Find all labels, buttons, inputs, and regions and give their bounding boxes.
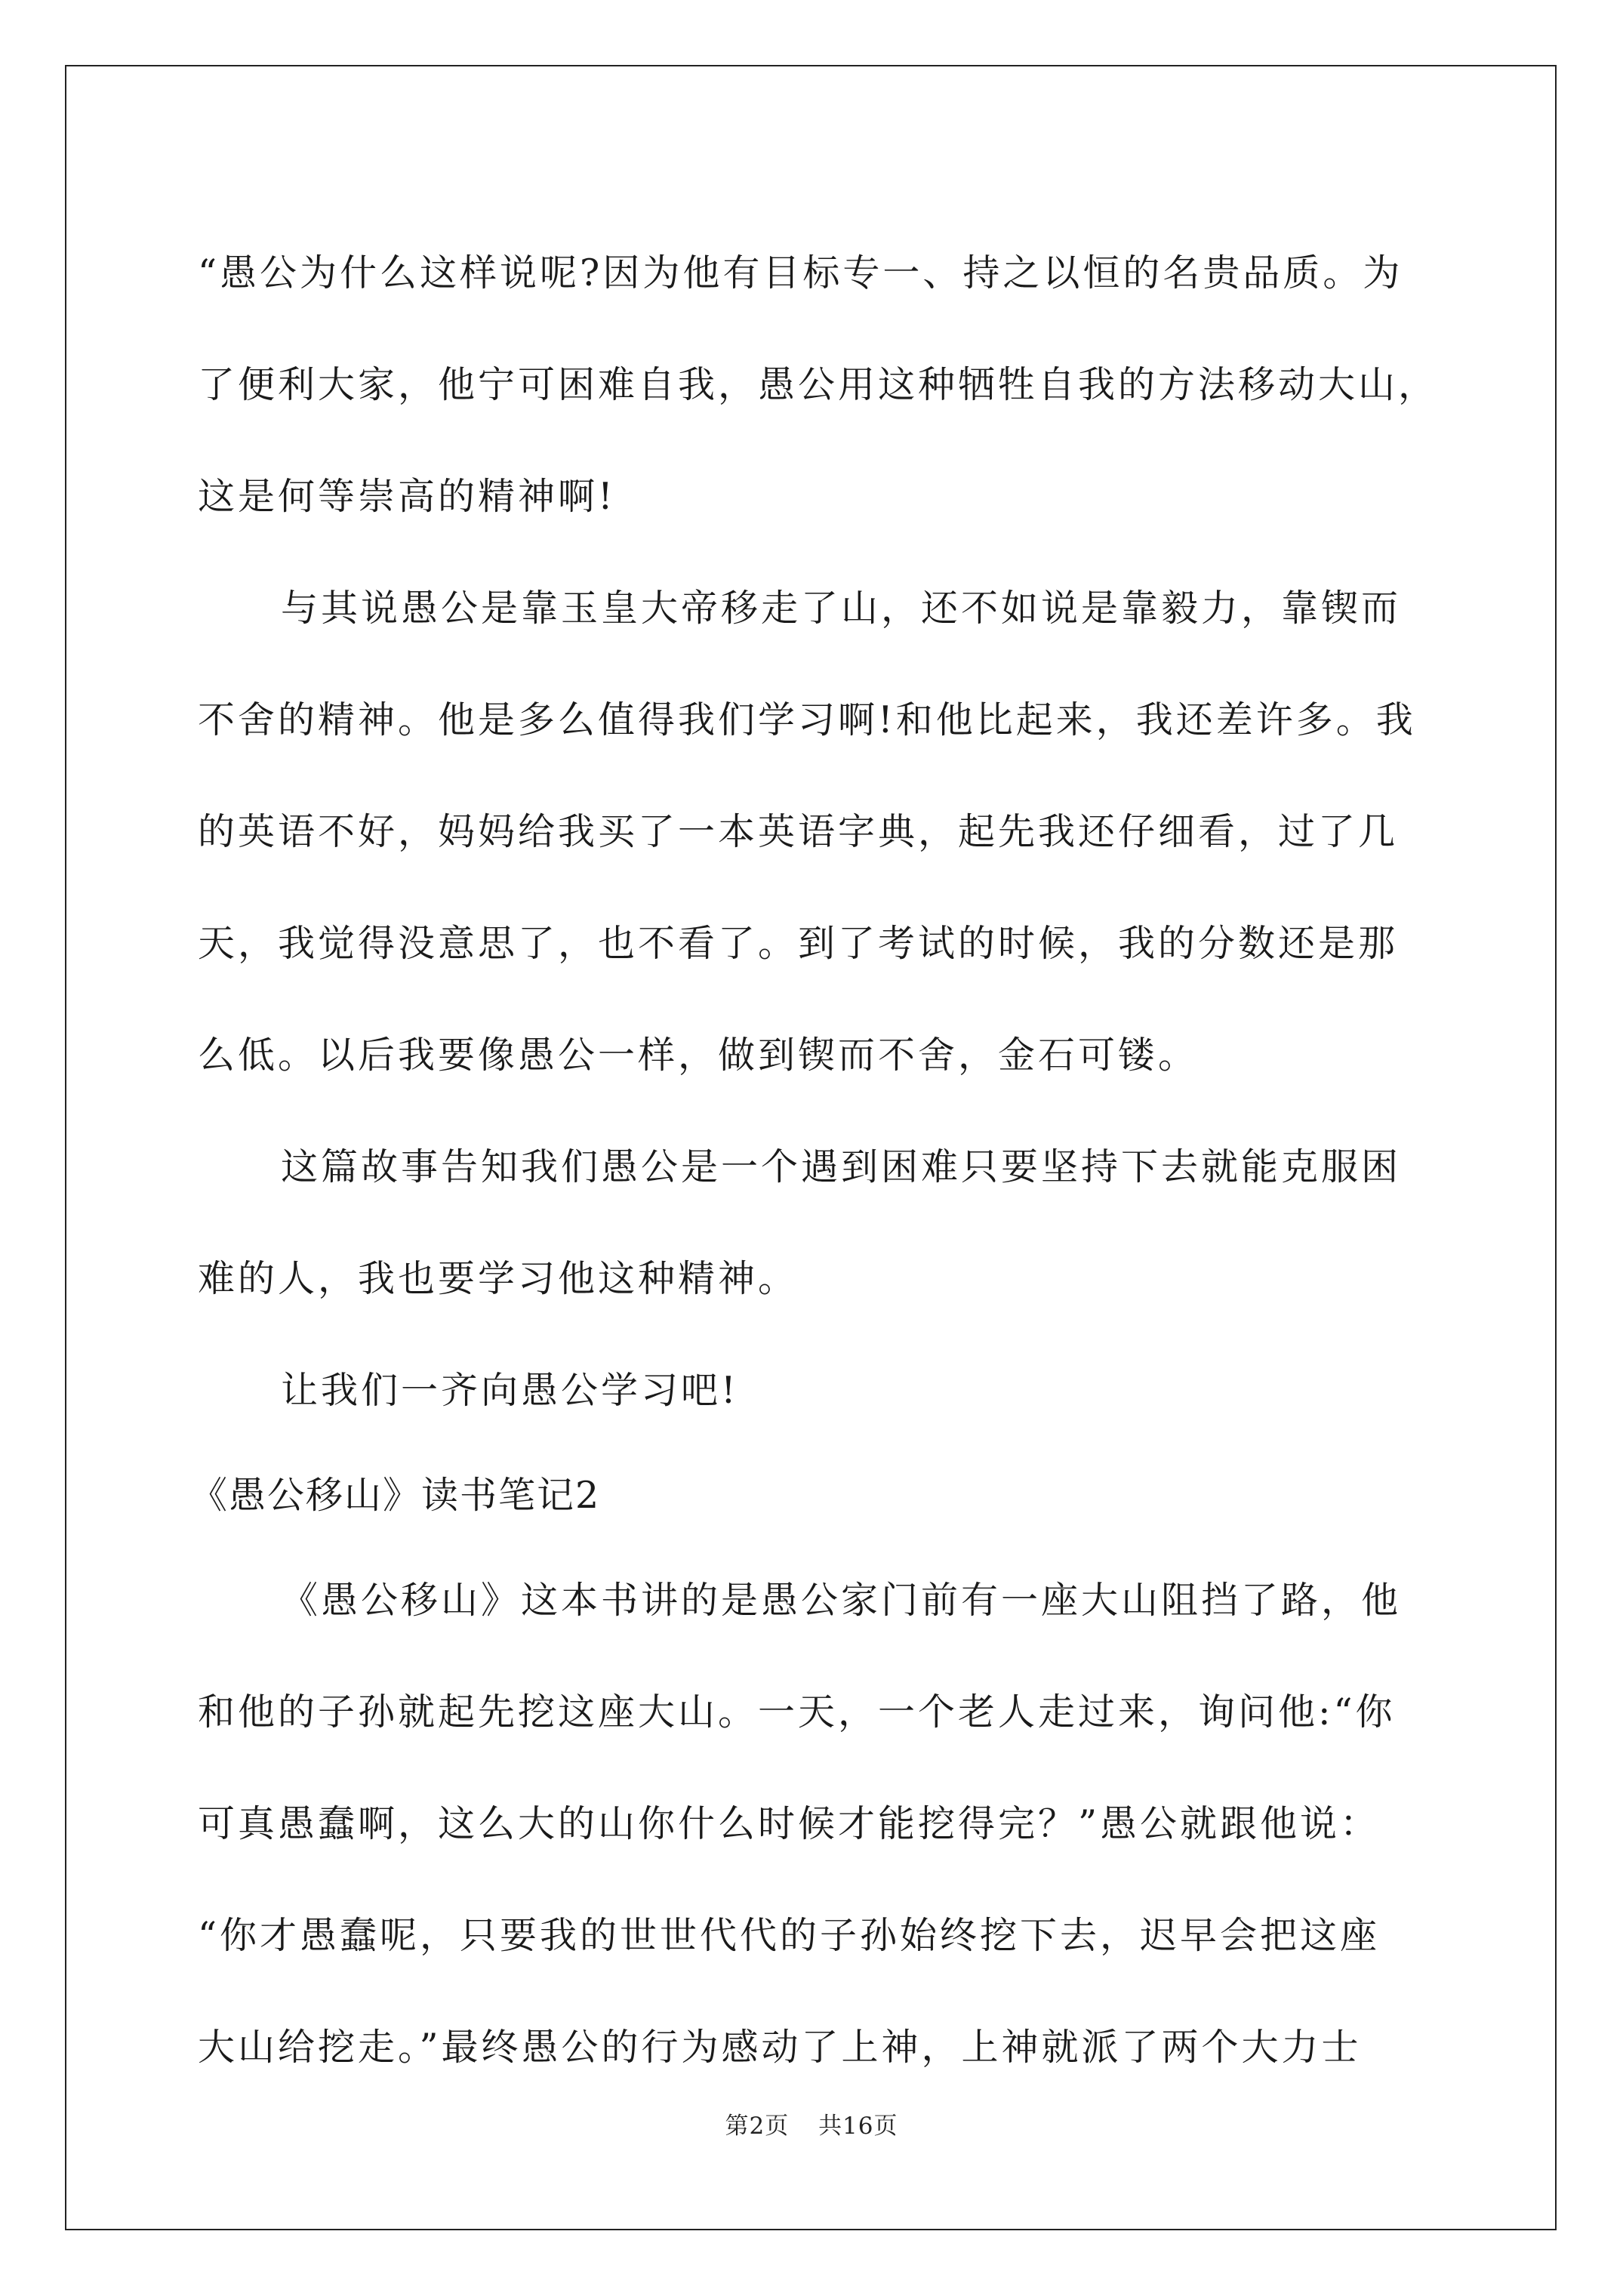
text-line: 不舍的精神。他是多么值得我们学习啊!和他比起来，我还差许多。我 [198, 698, 1416, 741]
page-footer [0, 2106, 1623, 2140]
text-line: 可真愚蠢啊，这么大的山你什么时候才能挖得完？”愚公就跟他说： [198, 1802, 1381, 1845]
text-line: 大山给挖走。”最终愚公的行为感动了上神，上神就派了两个大力士 [198, 2026, 1362, 2069]
text-line: 这篇故事告知我们愚公是一个遇到困难只要坚持下去就能克服困 [281, 1145, 1402, 1188]
document-body [190, 217, 1439, 2103]
text-line: 的英语不好，妈妈给我买了一本英语字典，起先我还仔细看，过了几 [198, 810, 1399, 853]
text-line: 么低。以后我要像愚公一样，做到锲而不舍，金石可镂。 [198, 1034, 1199, 1077]
text-line: 天，我觉得没意思了，也不看了。到了考试的时候，我的分数还是那 [198, 922, 1399, 965]
paragraph-4 [198, 1335, 1436, 1447]
text-line: 和他的子孙就起先挖这座大山。一天，一个老人走过来，询问他:“你 [198, 1690, 1396, 1734]
paragraph-3 [198, 1111, 1436, 1335]
page-number: 第2页 [725, 2113, 790, 2140]
text-line: “愚公为什么这样说呢?因为他有目标专一、持之以恒的名贵品质。为 [198, 251, 1403, 294]
section-heading-wrap [190, 1447, 1436, 1545]
text-line: 与其说愚公是靠玉皇大帝移走了山，还不如说是靠毅力，靠锲而 [281, 587, 1402, 630]
text-line: 这是何等崇高的精神啊! [198, 475, 616, 518]
text-line: 让我们一齐向愚公学习吧! [281, 1369, 739, 1412]
page-total: 共16页 [818, 2113, 898, 2140]
text-line: 难的人，我也要学习他这种精神。 [198, 1257, 799, 1300]
paragraph-1 [198, 217, 1439, 553]
section-title: 《愚公移山》读书笔记2 [190, 1474, 601, 1517]
text-line: “你才愚蠢呢，只要我的世世代代的子孙始终挖下去，迟早会把这座 [198, 1914, 1381, 1957]
text-line: 《愚公移山》这本书讲的是愚公家门前有一座大山阻挡了路，他 [281, 1579, 1402, 1622]
paragraph-2 [198, 553, 1436, 1111]
text-line: 了便利大家，他宁可困难自我，愚公用这种牺牲自我的方法移动大山， [198, 363, 1439, 406]
paragraph-5 [198, 1545, 1436, 2103]
